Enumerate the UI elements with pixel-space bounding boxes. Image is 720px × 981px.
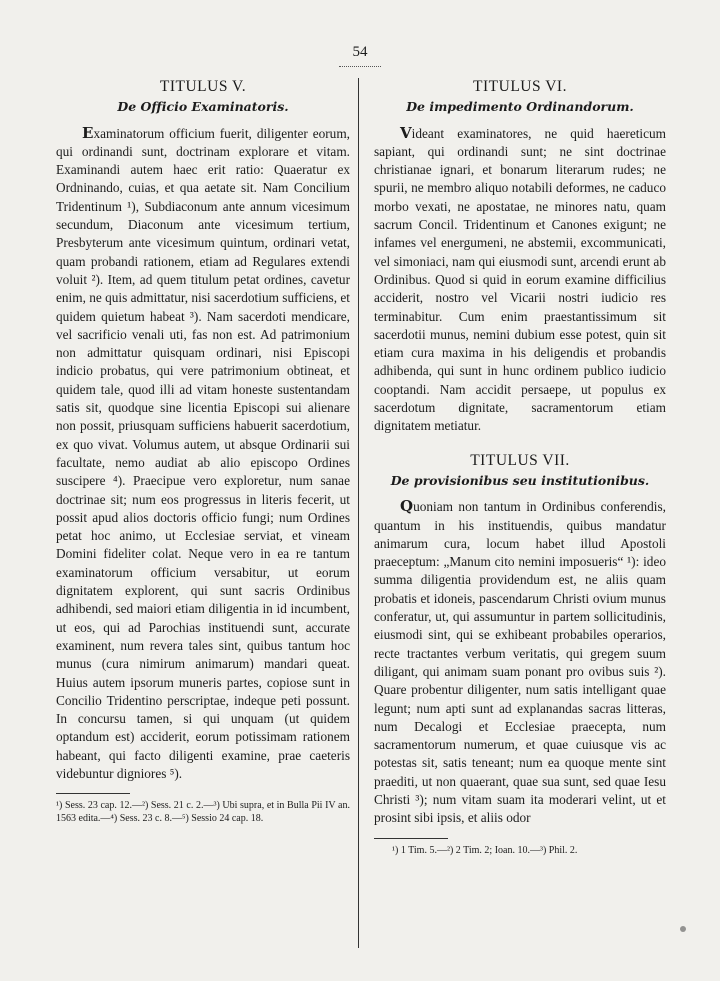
title-vi-body (374, 124, 666, 436)
title-vii-subtitle: De provisionibus seu institutionibus. (390, 472, 650, 488)
column-divider (358, 78, 359, 948)
left-footnotes: ¹) Sess. 23 cap. 12.—²) Sess. 21 c. 2.—³) Ubi supra, et in Bulla Pii IV an. 1563 edita.—⁴) Sess. 23 c. 8.—⁵) Sessio 24 cap. 18. (56, 800, 350, 824)
title-vii-text: uoniam non tantum in Ordinibus conferendis, quantum in his instituendis, quibus mandatur animarum cura, locum habet illud Apostoli praeceptum: „Manum cito nemini imposueris“ ¹): ideo summa diligentia providendum est, ne aliis quam probatis et idoneis, pascendarum Christi ovium munus conferatur, ut, qui assumuntur in partem sollicitudinis, eiusmodi sint, qui se exhibeant probabiles operarios, recte tractantes verbum veritatis, qui gregem suum diligant, qui animam suam ponant pro ovibus suis ²). Quare probentur diligenter, num satis intelligant quae legunt; num apti sunt ad explanandas sacras litteras, num Decalogi et Ecclesiae praecepta, num sacramentorum numerum, et quae cuiusque vis ac potestas sit, satis teneant; num ea quoque mente sint praediti, ut non quaerant, quae sua sunt, sed quae Iesu Christi ³); num vitam suam ita moderari velint, ut et prosint sibi ipsis, et aliis odor (374, 499, 666, 826)
drop-initial: V (400, 123, 412, 142)
title-v-heading: TITULUS V. (159, 78, 247, 95)
footnote-rule (56, 793, 130, 794)
title-v-text: xaminatorum officium fuerit, diligenter eorum, qui ordinandi sunt, doctrinam explorare et vitam. Examinandi autem haec erit ratio: Quaeratur ex Ordninando, cuias, et qua aetate sit. Nam Concilium Tridentinum ¹), Subdiaconum ante annum vicesimum secundum, Diaconum ante vicesimum tertium, Presbyterum ante vicesimum quintum, ordinari vetat, quam probandi rationem, etiam ad Regulares extendi voluit ²). Item, ad quem titulum petat ordines, cavetur enim, ne quis admittatur, nisi sacerdotium sufficiens, et quidem quietum habeat ³). Nam sacerdoti mendicare, vel sacrificio venali uti, fas non est. Ad patrimonium non admittatur quisquam ordinari, nisi Episcopi indicio probatus, qui vere patrimonium obtineat, et quidem tale, quod illi ad vitam honeste sustentandam satis sit, quodque sine licentia Episcopi sui alienare non possit, priusquam sufficiens habuerit sacerdotium, ex quo vivat. Volumus autem, ut absque Ordinarii sui facultate, nemo audiat ab alio episcopo Ordines suscipere ⁴). Praecipue vero exploretur, num sanae doctrinae sit; num eos progressus in literis fecerit, ut possit apud alios doctoris officio fungi; num Ordines petat hoc animo, ut Ecclesiae serviat, et vineam Domini fideliter colat. Neque vero in ea re tantum examinatorum officium versabitur, ut eorum dignitatem explorent, qui sunt sacris Ordinibus adhibendi, sed maiori etiam diligentia in id incumbent, ut eos, qui ad Parochias instituendi sunt, accurate examinent, num revera tales sint, quibus tantum hoc munus (cura nimirum animarum) mandari queat. Huius autem ipsorum muneris partes, copiose sunt in Concilio Tridentino perscriptae, indeque peti possunt. In concursu tamen, si qui unquam (ut quidem optandum est) acciderit, eorum potissimam rationem habeant, qui facto diligenti examine, prae caeteris videbuntur digniores ⁵). (56, 125, 350, 781)
scan-speck (680, 926, 686, 932)
right-footnotes: ¹) 1 Tim. 5.—²) 2 Tim. 2; Ioan. 10.—³) Phil. 2. (392, 844, 578, 856)
title-vii-heading: TITULUS VII. (470, 451, 570, 469)
page-number: 54 (352, 44, 368, 60)
title-v-subtitle: De Officio Examinatoris. (117, 99, 289, 115)
right-column (374, 76, 666, 857)
title-v-body (56, 124, 350, 784)
title-vi-heading: TITULUS VI. (473, 78, 567, 95)
page-number-ornament (339, 66, 381, 67)
title-vii-body (374, 497, 666, 827)
drop-initial: E (82, 123, 94, 142)
left-column (56, 76, 350, 825)
section-gap (374, 436, 666, 450)
footnote-rule (374, 838, 448, 839)
title-vi-subtitle: De impedimento Ordinandorum. (406, 99, 634, 115)
title-vi-text: ideant examinatores, ne quid haereticum sapiant, qui ordinandi sunt; ne sint doctrinae christianae ignari, et bonarum literarum rudes; ne spurii, ne membro aliquo notabili deformes, ne caduco morbo vexati, ne apostatae, ne minores natu, quam sacrum Concil. Tridentinum et Canones exigunt; ne infames vel energumeni, ne abstemii, excommunicati, vel simoniaci, nam qui eiusmodi sunt, arcendi erunt ab Ordinibus. Quod si quid in eorum examine difficilius acciderit, nostro vel Vicarii nostri iudicio res terminabitur. Cum enim praestantissimum sit sacerdotii munus, nemini dubium esse potest, quin sit etiam cura maxima in his deligendis et probandis adhibenda, qui sunt in hunc ordinem publico iudicio cooptandi. Nam accidit persaepe, ut populus ex sacerdotum dignitate, sacramentorum etiam dignitatem metiatur. (374, 125, 666, 434)
drop-initial: Q (400, 497, 414, 516)
